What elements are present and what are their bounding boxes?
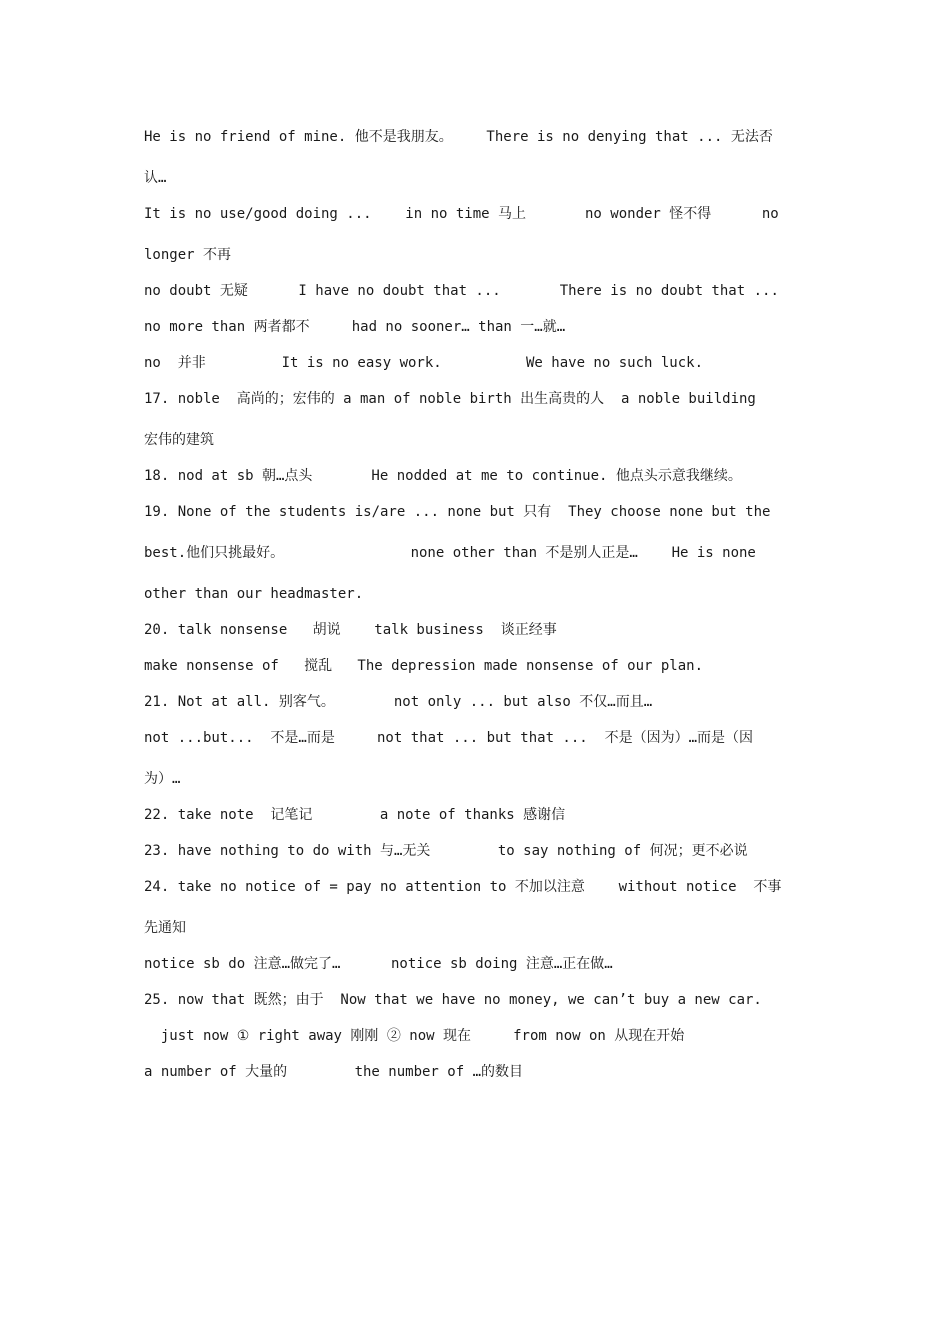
text-line: 20. talk nonsense 胡说 talk business 谈正经事: [144, 622, 557, 638]
text-line: 24. take no notice of = pay no attention to 不加以注意 without notice 不事: [144, 879, 782, 895]
text-line: 17. noble 高尚的；宏伟的 a man of noble birth 出生高贵的人 a noble building: [144, 391, 756, 407]
text-line: longer 不再: [144, 247, 232, 263]
text-line: 认…: [144, 170, 167, 186]
text-line: 宏伟的建筑: [144, 432, 214, 448]
text-line: It is no use/good doing ... in no time 马上 no wonder 怪不得 no: [144, 206, 779, 222]
text-line: notice sb do 注意…做完了… notice sb doing 注意…正在做…: [144, 956, 613, 972]
text-line: 23. have nothing to do with 与…无关 to say nothing of 何况；更不必说: [144, 843, 748, 859]
text-line: 25. now that 既然；由于 Now that we have no money, we can’t buy a new car.: [144, 992, 762, 1008]
text-line: no 并非 It is no easy work. We have no such luck.: [144, 355, 704, 371]
text-line: a number of 大量的 the number of …的数目: [144, 1064, 524, 1080]
text-line: make nonsense of 搅乱 The depression made nonsense of our plan.: [144, 658, 704, 674]
text-line: 22. take note 记笔记 a note of thanks 感谢信: [144, 807, 566, 823]
text-line: other than our headmaster.: [144, 586, 364, 602]
text-line: no doubt 无疑 I have no doubt that ... There is no doubt that ...: [144, 283, 779, 299]
text-line: 18. nod at sb 朝…点头 He nodded at me to continue. 他点头示意我继续。: [144, 468, 742, 484]
text-line: best.他们只挑最好。 none other than 不是别人正是… He is none: [144, 545, 756, 561]
text-line: not ...but... 不是…而是 not that ... but that ... 不是（因为）…而是（因: [144, 730, 754, 746]
text-line: no more than 两者都不 had no sooner… than 一…就…: [144, 319, 566, 335]
text-line: just now ① right away 刚刚 ② now 现在 from now on 从现在开始: [144, 1028, 685, 1044]
text-line: 先通知: [144, 920, 186, 936]
text-line: He is no friend of mine. 他不是我朋友。 There is no denying that ... 无法否: [144, 129, 773, 145]
text-line: 19. None of the students is/are ... none but 只有 They choose none but the: [144, 504, 771, 520]
text-line: 21. Not at all. 别客气。 not only ... but also 不仅…而且…: [144, 694, 653, 710]
text-line: 为）…: [144, 771, 181, 787]
